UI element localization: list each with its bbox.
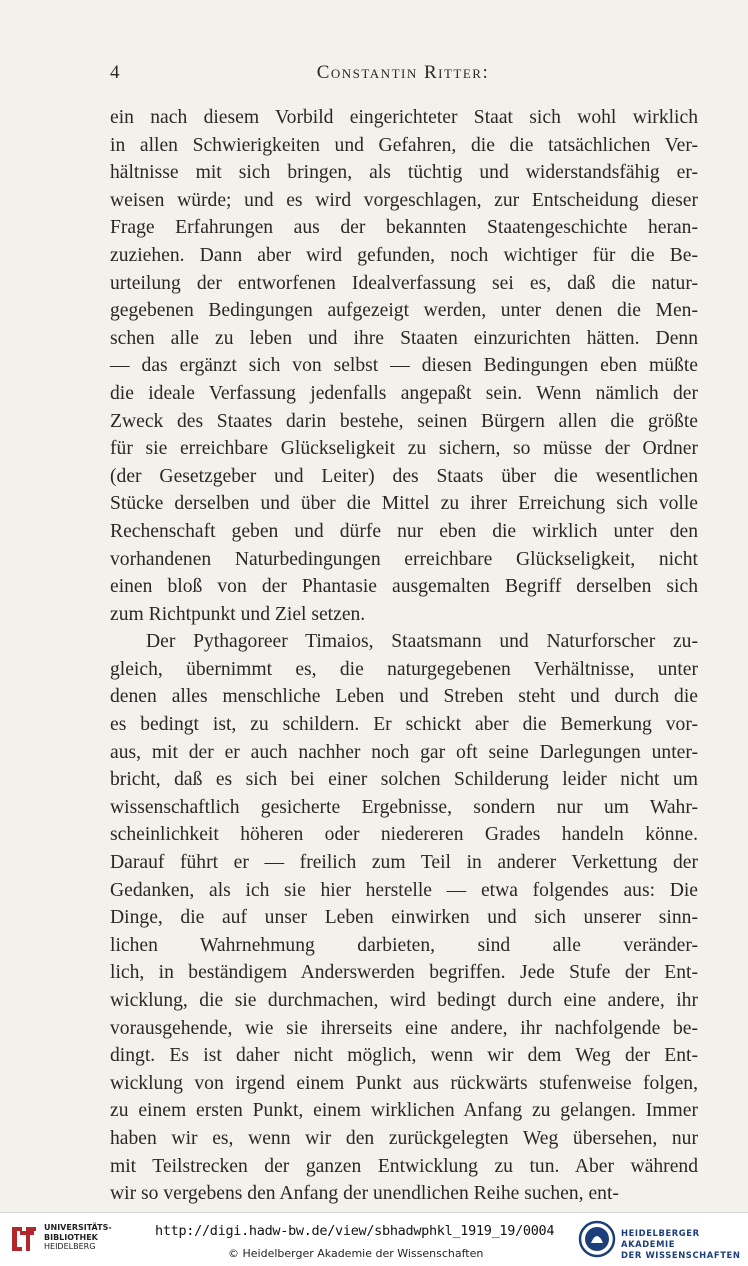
text-line: schen alle zu leben und ihre Staaten einzurichten hätten. Denn bbox=[110, 327, 698, 349]
copyright-notice: © Heidelberger Akademie der Wissenschaften bbox=[228, 1247, 484, 1260]
text-line: wir so vergebens den Anfang der unendlichen Reihe suchen, ent- bbox=[110, 1183, 619, 1205]
text-line: die ideale Verfassung jedenfalls angepaßt sein. Wenn nämlich der bbox=[110, 382, 698, 404]
permalink-url[interactable]: http://digi.hadw-bw.de/view/sbhadwphkl_1919_19/0004 bbox=[155, 1223, 555, 1239]
text-line: haben wir es, wenn wir den zurückgelegten Weg übersehen, nur bbox=[110, 1127, 698, 1149]
text-line: Rechenschaft geben und dürfe nur eben die wirklich unter den bbox=[110, 520, 698, 542]
text-line: denen alles menschliche Leben und Streben steht und durch die bbox=[110, 686, 698, 708]
text-line: Der Pythagoreer Timaios, Staatsmann und Naturforscher zu- bbox=[146, 631, 698, 653]
text-line: scheinlichkeit höheren oder niedereren Grades handeln könne. bbox=[110, 824, 698, 846]
text-line: vorhandenen Naturbedingungen erreichbare Glückseligkeit, nicht bbox=[110, 548, 698, 570]
text-line: lichen Wahrnehmung darbieten, sind alle veränder- bbox=[110, 934, 698, 956]
running-title: Constantin Ritter: bbox=[316, 62, 490, 83]
library-name-line: BIBLIOTHEK bbox=[44, 1232, 98, 1242]
body-text bbox=[110, 104, 698, 1208]
library-name-line: HEIDELBERG bbox=[44, 1242, 96, 1251]
text-line: bricht, daß es sich bei einer solchen Schilderung leider nicht um bbox=[110, 769, 698, 791]
viewer-footer bbox=[0, 1212, 748, 1266]
text-line: mit Teilstrecken der ganzen Entwicklung zu tun. Aber während bbox=[110, 1155, 698, 1177]
text-line: aus, mit der er auch nachher noch gar oft seine Darlegungen unter- bbox=[110, 741, 698, 763]
text-line: zum Richtpunkt und Ziel setzen. bbox=[110, 603, 366, 625]
academy-seal-icon bbox=[578, 1219, 616, 1259]
text-line: dingt. Es ist daher nicht möglich, wenn wir dem Weg der Ent- bbox=[110, 1045, 698, 1067]
text-line: gegebenen Bedingungen aufgezeigt werden, unter denen die Men- bbox=[110, 300, 698, 322]
page-header bbox=[110, 62, 696, 90]
library-name-line: UNIVERSITÄTS- bbox=[44, 1223, 112, 1232]
text-line: zu einem ersten Punkt, einem wirklichen Anfang zu gelangen. Immer bbox=[110, 1100, 698, 1122]
page-number: 4 bbox=[110, 62, 121, 83]
text-line: Frage Erfahrungen aus der bekannten Staatengeschichte heran- bbox=[110, 217, 698, 239]
academy-name bbox=[621, 1228, 748, 1261]
text-line: Dinge, die auf unser Leben einwirken und sich unserer sinn- bbox=[110, 907, 698, 929]
text-line: urteilung der entworfenen Idealverfassung sei es, daß die natur- bbox=[110, 272, 698, 294]
text-line: weisen würde; und es wird vorgeschlagen, zur Entscheidung dieser bbox=[110, 189, 698, 211]
academy-name-line: DER WISSENSCHAFTEN bbox=[621, 1250, 741, 1260]
text-line: es bedingt ist, zu schildern. Er schickt aber die Bemerkung vor- bbox=[110, 714, 698, 736]
text-line: zuziehen. Dann aber wird gefunden, noch wichtiger für die Be- bbox=[110, 244, 698, 266]
text-line: wissenschaftlich gesicherte Ergebnisse, sondern nur um Wahr- bbox=[110, 796, 698, 818]
text-line: hältnisse mit sich bringen, als tüchtig und widerstandsfähig er- bbox=[110, 162, 698, 184]
text-line: gleich, übernimmt es, die naturgegebenen Verhältnisse, unter bbox=[110, 658, 698, 680]
text-line: Darauf führt er — freilich zum Teil in anderer Verkettung der bbox=[110, 852, 698, 874]
text-line: für sie erreichbare Glückseligkeit zu sichern, so müsse der Ordner bbox=[110, 438, 698, 460]
text-line: Stücke derselben und über die Mittel zu ihrer Erreichung sich volle bbox=[110, 493, 698, 515]
text-line: vorausgehende, wie sie ihrerseits eine andere, ihr nachfolgende be- bbox=[110, 1017, 698, 1039]
text-line: ein nach diesem Vorbild eingerichteter Staat sich wohl wirklich bbox=[110, 107, 698, 128]
text-line: einen bloß von der Phantasie ausgemalten Begriff derselben sich bbox=[110, 576, 698, 598]
text-line: Zweck des Staates darin bestehe, seinen Bürgern allen die größte bbox=[110, 410, 698, 432]
text-line: in allen Schwierigkeiten und Gefahren, die die tatsächlichen Ver- bbox=[110, 134, 698, 156]
university-library-name bbox=[44, 1223, 112, 1252]
text-line: — das ergänzt sich von selbst — diesen Bedingungen eben müßte bbox=[110, 355, 698, 377]
university-library-logo-icon bbox=[8, 1221, 40, 1257]
academy-name-line: HEIDELBERGER AKADEMIE bbox=[621, 1228, 700, 1249]
text-line: Gedanken, als ich sie hier herstelle — etwa folgendes aus: Die bbox=[110, 879, 698, 901]
text-line: lich, in beständigem Anderswerden begriffen. Jede Stufe der Ent- bbox=[110, 962, 698, 984]
text-line: wicklung, die sie durchmachen, wird bedingt durch eine andere, ihr bbox=[110, 990, 698, 1011]
text-line: wicklung von irgend einem Punkt aus rückwärts stufenweise folgen, bbox=[110, 1072, 698, 1094]
text-line: (der Gesetzgeber und Leiter) des Staats über die wesentlichen bbox=[110, 465, 698, 487]
